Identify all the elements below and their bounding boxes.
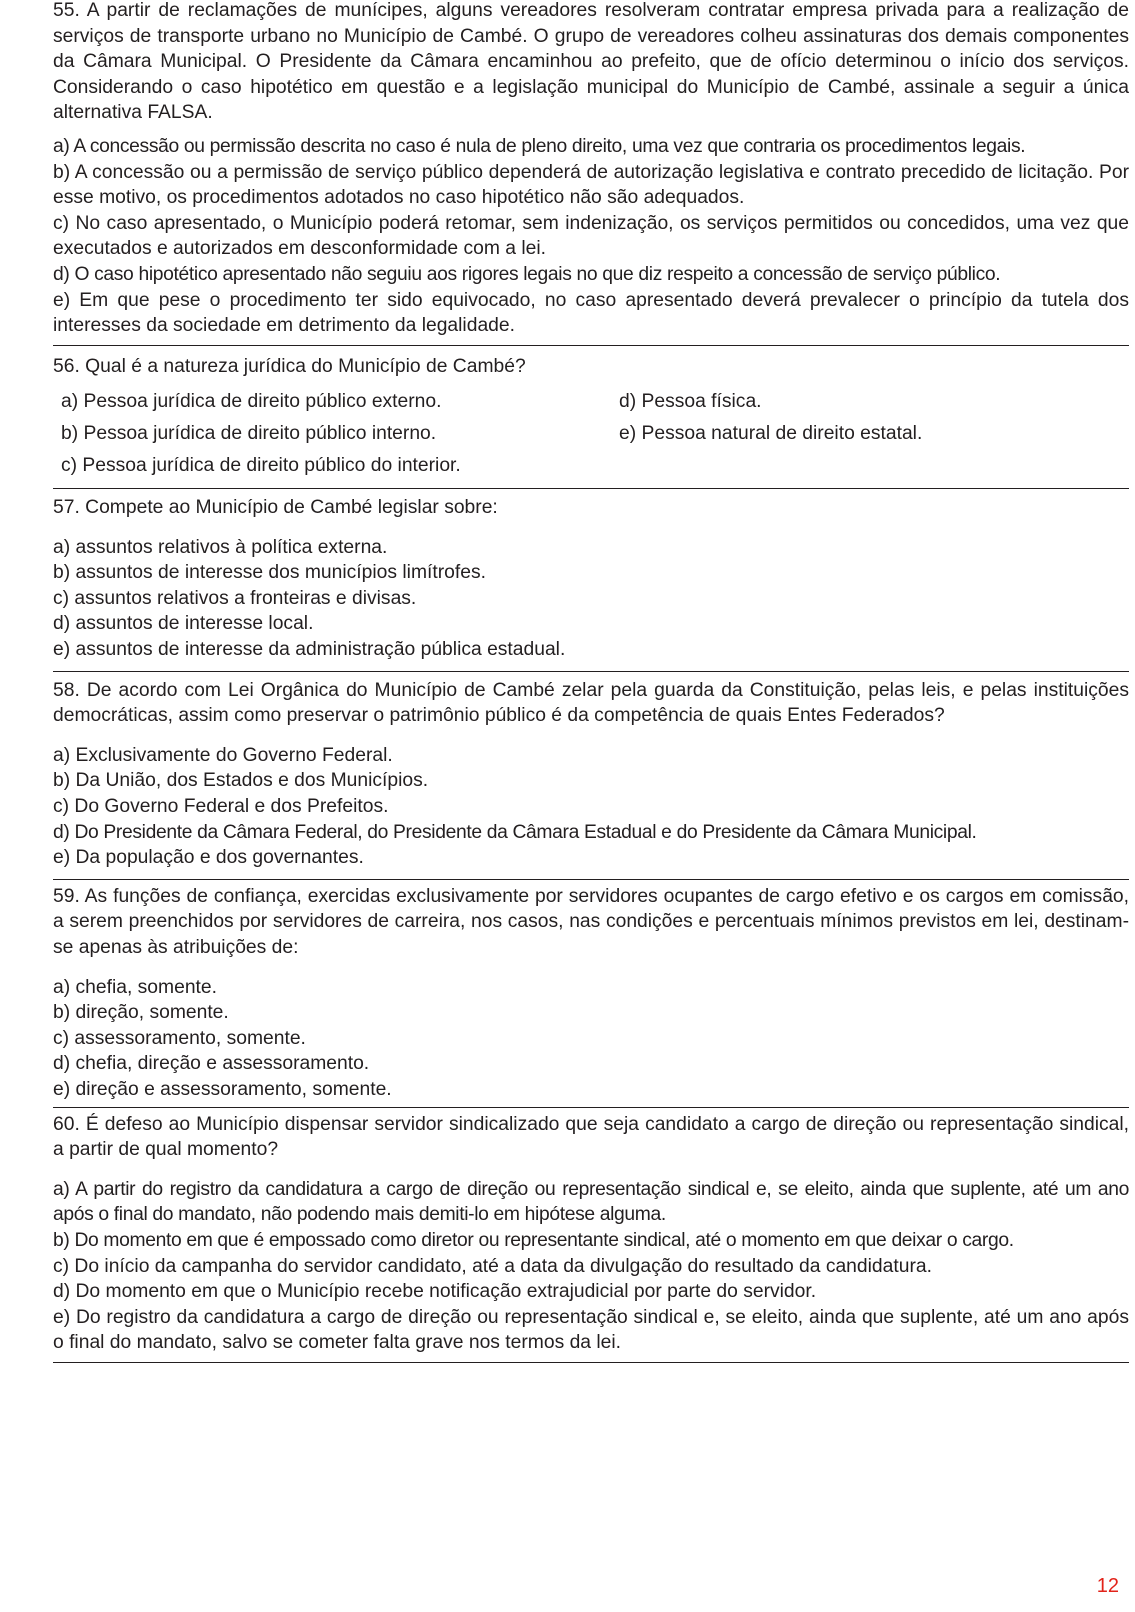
question-58-option-b: b) Da União, dos Estados e dos Municípios. (53, 770, 429, 792)
question-57-stem: 57. Compete ao Município de Cambé legislar sobre: (53, 497, 498, 519)
question-55-option-d: d) O caso hipotético apresentado não seguiu aos rigores legais no que diz respeito a concessão de serviço público. (53, 263, 1001, 285)
divider (53, 671, 1129, 672)
question-58 (53, 678, 1129, 871)
question-57-options (53, 535, 1129, 663)
question-59-option-b: b) direção, somente. (53, 1002, 229, 1024)
question-56-option-d: d) Pessoa física. (619, 391, 762, 413)
question-55-option-c: c) No caso apresentado, o Município poderá retomar, sem indenização, os serviços permitidos ou concedidos, uma vez que executados e autorizados em desconformidade com a lei. (53, 212, 1129, 260)
question-60-option-e: e) Do registro da candidatura a cargo de direção ou representação sindical e, se eleito, ainda que suplente, até um ano após o final do mandato, salvo se cometer falta grave nos termos da lei. (53, 1306, 1129, 1354)
question-55-option-a: a) A concessão ou permissão descrita no caso é nula de pleno direito, uma vez que contraria os procedimentos legais. (53, 135, 1026, 157)
question-59-option-d: d) chefia, direção e assessoramento. (53, 1053, 370, 1075)
question-59-stem: 59. As funções de confiança, exercidas exclusivamente por servidores ocupantes de cargo efetivo e os cargos em comissão, a serem preenchidos por servidores de carreira, nos casos, nas condições e percentuais mínimos previstos em lei, destinam-se apenas às atribuições de: (53, 885, 1129, 958)
question-58-options (53, 743, 1129, 871)
question-60-options (53, 1177, 1129, 1356)
question-58-option-e: e) Da população e dos governantes. (53, 847, 364, 869)
question-57-option-b: b) assuntos de interesse dos municípios limítrofes. (53, 562, 486, 584)
divider (53, 879, 1129, 880)
question-55-stem: 55. A partir de reclamações de munícipes, alguns vereadores resolveram contratar empresa privada para a realização de serviços de transporte urbano no Município de Cambé. O grupo de vereadores colheu assinaturas dos demais componentes da Câmara Municipal. O Presidente da Câmara encaminhou ao prefeito, que de ofício determinou o início dos serviços. Considerando o caso hipotético em questão e a legislação municipal do Município de Cambé, assinale a seguir a única alternativa FALSA. (53, 0, 1129, 124)
question-59-option-a: a) chefia, somente. (53, 976, 217, 998)
question-56 (53, 354, 1129, 478)
question-60-option-a: a) A partir do registro da candidatura a cargo de direção ou representação sindical e, se eleito, ainda que suplente, até um ano após o final do mandato, não podendo mais demiti-lo em hipótese alguma. (53, 1178, 1129, 1226)
divider (53, 1107, 1129, 1108)
page-number: 12 (1096, 1575, 1119, 1597)
question-57 (53, 495, 1129, 663)
question-57-option-e: e) assuntos de interesse da administração pública estadual. (53, 639, 566, 661)
question-56-stem: 56. Qual é a natureza jurídica do Município de Cambé? (53, 355, 526, 377)
question-55-option-b: b) A concessão ou a permissão de serviço público dependerá de autorização legislativa e contrato precedido de licitação. Por esse motivo, os procedimentos adotados no caso hipotético não são adequados. (53, 161, 1129, 209)
question-59-option-c: c) assessoramento, somente. (53, 1027, 306, 1049)
question-60 (53, 1112, 1129, 1356)
question-59 (53, 884, 1129, 1103)
question-56-option-e: e) Pessoa natural de direito estatal. (619, 422, 923, 444)
question-56-option-a: a) Pessoa jurídica de direito público externo. (61, 391, 442, 413)
question-60-stem: 60. É defeso ao Município dispensar servidor sindicalizado que seja candidato a cargo de direção ou representação sindical, a partir de qual momento? (53, 1113, 1129, 1161)
question-58-option-c: c) Do Governo Federal e dos Prefeitos. (53, 796, 389, 818)
divider (53, 488, 1129, 489)
question-55-options (53, 134, 1129, 339)
question-59-options (53, 975, 1129, 1103)
question-58-option-a: a) Exclusivamente do Governo Federal. (53, 744, 393, 766)
question-60-option-d: d) Do momento em que o Município recebe notificação extrajudicial por parte do servidor. (53, 1281, 817, 1303)
question-59-option-e: e) direção e assessoramento, somente. (53, 1078, 392, 1100)
question-57-option-d: d) assuntos de interesse local. (53, 613, 314, 635)
question-58-stem: 58. De acordo com Lei Orgânica do Município de Cambé zelar pela guarda da Constituição, pelas leis, e pelas instituições democráticas, assim como preservar o patrimônio público é da competência de quais Entes Federados? (53, 679, 1129, 727)
exam-page (53, 0, 1129, 1363)
question-56-option-c: c) Pessoa jurídica de direito público do interior. (61, 454, 461, 476)
question-55 (53, 0, 1129, 339)
question-56-options (53, 389, 1129, 478)
question-56-option-b: b) Pessoa jurídica de direito público interno. (61, 422, 437, 444)
question-58-option-d: d) Do Presidente da Câmara Federal, do Presidente da Câmara Estadual e do Presidente da Câmara Municipal. (53, 821, 977, 843)
question-57-option-c: c) assuntos relativos a fronteiras e divisas. (53, 587, 417, 609)
question-60-option-c: c) Do início da campanha do servidor candidato, até a data da divulgação do resultado da candidatura. (53, 1255, 932, 1277)
question-55-option-e: e) Em que pese o procedimento ter sido equivocado, no caso apresentado deverá prevalecer o princípio da tutela dos interesses da sociedade em detrimento da legalidade. (53, 289, 1129, 337)
divider (53, 345, 1129, 346)
question-57-option-a: a) assuntos relativos à política externa. (53, 536, 388, 558)
divider (53, 1362, 1129, 1363)
question-60-option-b: b) Do momento em que é empossado como diretor ou representante sindical, até o momento em que deixar o cargo. (53, 1229, 1014, 1251)
